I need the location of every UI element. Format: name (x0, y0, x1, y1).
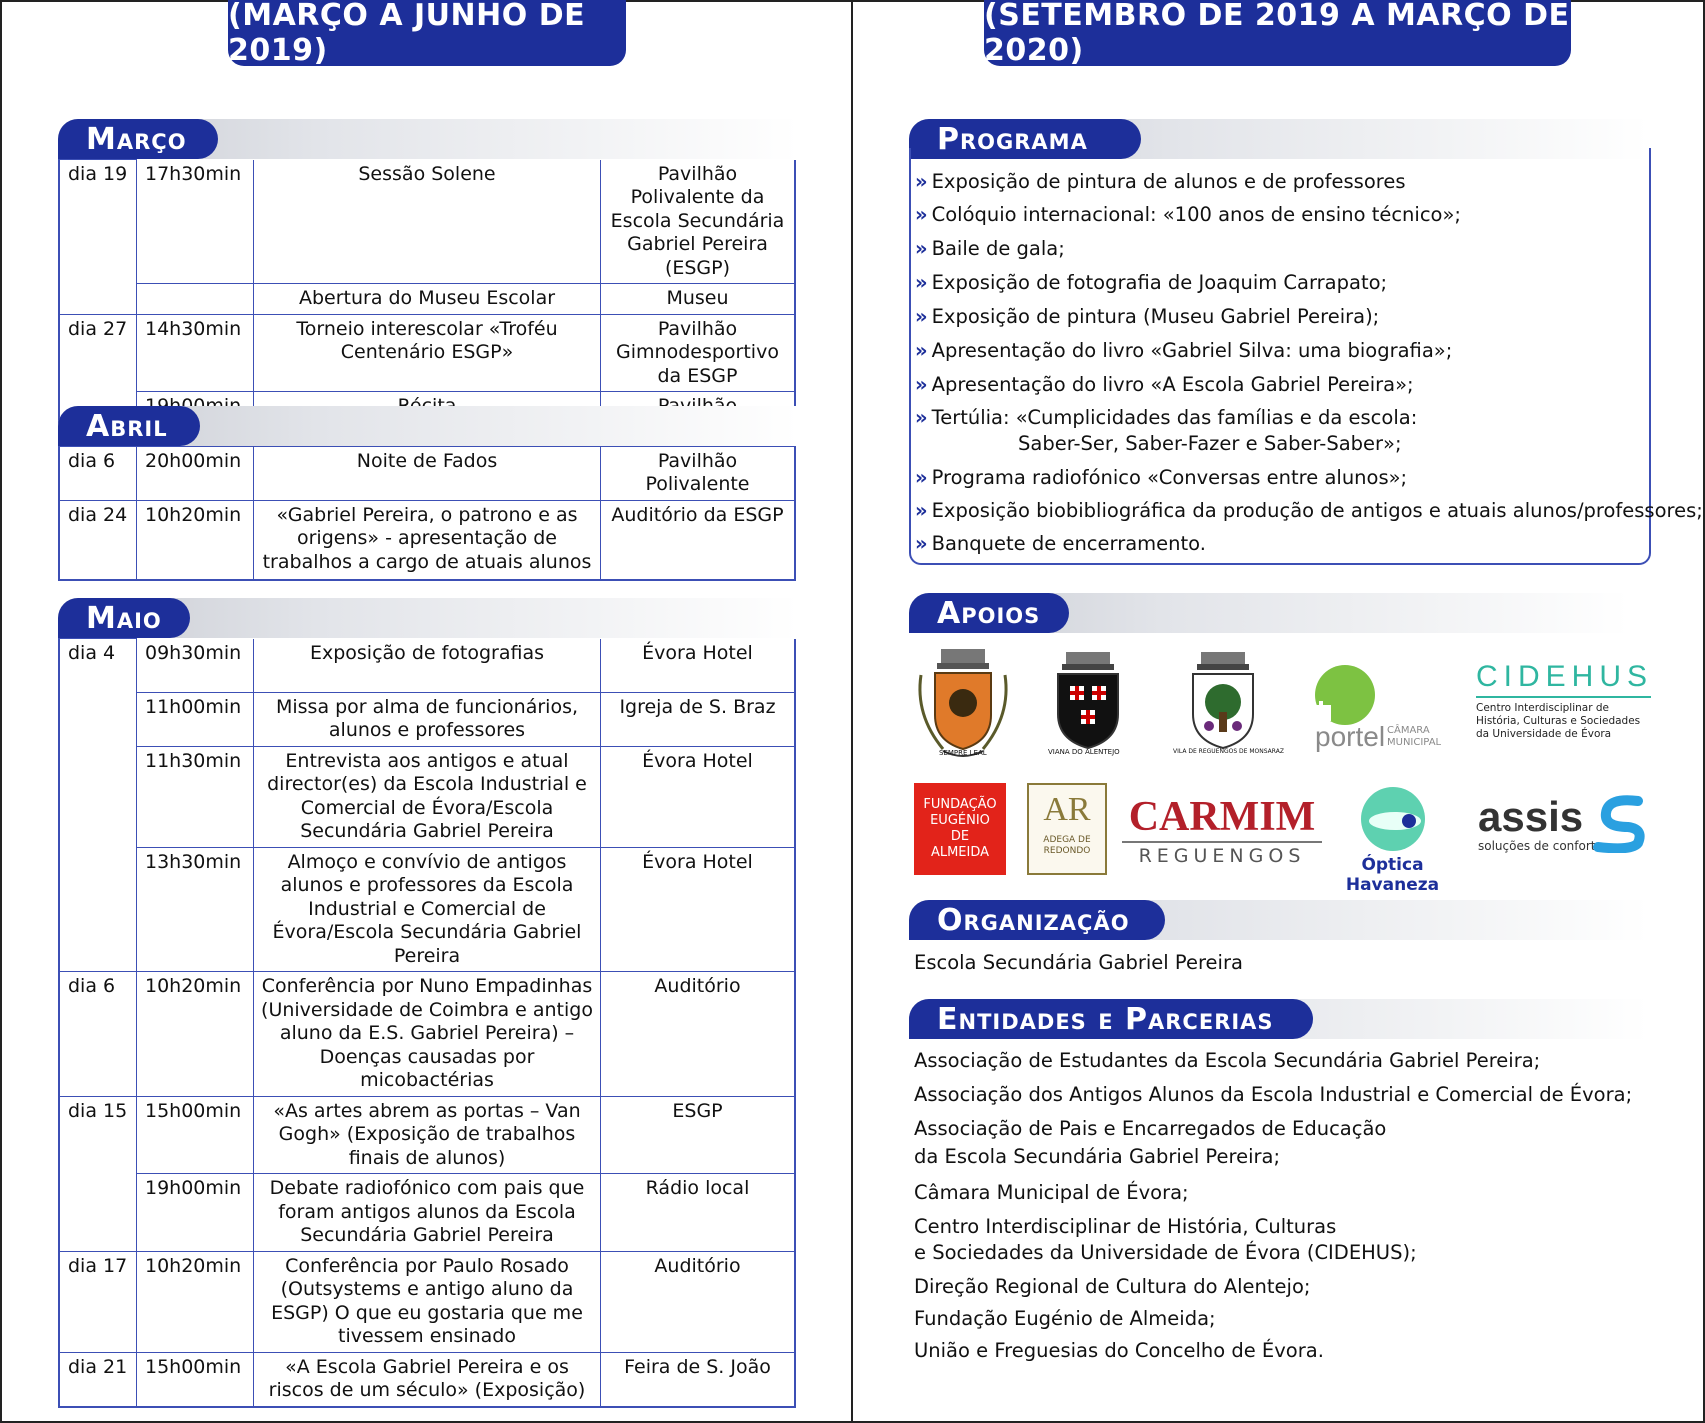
time-cell: 17h30min (137, 160, 254, 284)
day-cell: dia 6 (59, 447, 137, 501)
time-cell: 10h20min (137, 1251, 254, 1352)
event-cell: Torneio interescolar «Troféu Centenário ESGP» (254, 314, 601, 392)
optica-havaneza-logo: Óptica Havaneza (1325, 785, 1460, 877)
place-cell: Auditório da ESGP (601, 500, 796, 580)
table-row (59, 500, 795, 580)
event-cell: «As artes abrem as portas – Van Gogh» (Exposição de trabalhos finais de alunos) (254, 1096, 601, 1174)
bullet-marker: » (915, 499, 928, 522)
day-cell (59, 692, 137, 746)
event-cell: Missa por alma de funcionários, alunos e professores (254, 692, 601, 746)
day-cell: dia 15 (59, 1096, 137, 1174)
organizacao-section-header (909, 900, 1649, 940)
place-cell: Pavilhão Polivalente (601, 447, 796, 501)
organizacao-heading: Organização (909, 900, 1165, 940)
adega-de-redondo-logo: AR ADEGA DE REDONDO (1027, 783, 1107, 875)
time-cell (137, 284, 254, 315)
place-cell: Évora Hotel (601, 847, 796, 972)
center-fold-divider (851, 0, 853, 1423)
day-cell (59, 1174, 137, 1252)
day-cell: dia 27 (59, 314, 137, 392)
list-item: Fundação Eugénio de Almeida; (914, 1307, 1216, 1330)
table-row (59, 1174, 795, 1252)
list-item: Associação de Estudantes da Escola Secundária Gabriel Pereira; (914, 1049, 1541, 1072)
place-cell: Feira de S. João (601, 1352, 796, 1407)
organizacao-text: Escola Secundária Gabriel Pereira (914, 951, 1243, 974)
place-cell: Évora Hotel (601, 746, 796, 847)
place-cell: Igreja de S. Braz (601, 692, 796, 746)
list-item: » Programa radiofónico «Conversas entre alunos»; (915, 466, 1408, 489)
time-cell: 15h00min (137, 1352, 254, 1407)
place-cell: Évora Hotel (601, 639, 796, 693)
event-cell: Almoço e convívio de antigos alunos e professores da Escola Industrial e Comercial de Évora/Escola Secundária Gabriel Pereira (254, 847, 601, 972)
bullet-marker: » (915, 466, 928, 489)
list-item-continuation: Saber-Ser, Saber-Fazer e Saber-Saber»; (1018, 432, 1402, 455)
bullet-marker: » (915, 339, 928, 362)
list-item: » Colóquio internacional: «100 anos de ensino técnico»; (915, 203, 1461, 226)
place-cell: Museu (601, 284, 796, 315)
time-cell: 20h00min (137, 447, 254, 501)
bullet-marker: » (915, 406, 928, 429)
table-row (59, 1251, 795, 1352)
fundacao-eugenio-de-almeida-logo: FUNDAÇÃO EUGÉNIO DE ALMEIDA (914, 783, 1006, 875)
list-item: » Tertúlia: «Cumplicidades das famílias e da escola: (915, 406, 1418, 429)
event-cell: Entrevista aos antigos e atual director(es) da Escola Industrial e Comercial de Évora/Escola Secundária Gabriel Pereira (254, 746, 601, 847)
time-cell: 10h20min (137, 500, 254, 580)
evora-crest-logo: SEMPRE LEAL (913, 645, 1013, 765)
divider (1122, 841, 1322, 843)
time-cell: 11h30min (137, 746, 254, 847)
maio-schedule-table (58, 638, 796, 1408)
bullet-marker: » (915, 532, 928, 555)
table-row (59, 972, 795, 1097)
table-row (59, 160, 795, 284)
table-row (59, 639, 795, 693)
abril-schedule-table (58, 446, 796, 581)
apoios-section-header (909, 593, 1629, 633)
time-cell: 10h20min (137, 972, 254, 1097)
place-cell: Auditório (601, 1251, 796, 1352)
list-item: » Banquete de encerramento. (915, 532, 1206, 555)
left-period-banner: (MARÇO A JUNHO DE 2019) (228, 0, 626, 66)
list-item: » Exposição de pintura de alunos e de professores (915, 170, 1406, 193)
day-cell (59, 746, 137, 847)
right-period-banner: (SETEMBRO DE 2019 A MARÇO DE 2020) (984, 0, 1570, 68)
maio-heading: Maio (58, 598, 190, 638)
bullet-marker: » (915, 170, 928, 193)
bullet-marker: » (915, 203, 928, 226)
event-cell: Sessão Solene (254, 160, 601, 284)
day-cell: dia 21 (59, 1352, 137, 1407)
table-row (59, 447, 795, 501)
list-item: » Exposição de fotografia de Joaquim Carrapato; (915, 271, 1388, 294)
time-cell: 13h30min (137, 847, 254, 972)
place-cell: ESGP (601, 1096, 796, 1174)
event-cell: Noite de Fados (254, 447, 601, 501)
marco-schedule-table (58, 159, 796, 447)
place-cell: Rádio local (601, 1174, 796, 1252)
time-cell: 19h00min (137, 1174, 254, 1252)
place-cell: Auditório (601, 972, 796, 1097)
bullet-marker: » (915, 271, 928, 294)
marco-heading: Março (58, 119, 218, 159)
list-item: Centro Interdisciplinar de História, Culturas (914, 1215, 1337, 1238)
day-cell: dia 19 (59, 160, 137, 284)
place-cell: Pavilhão Polivalente da Escola Secundária Gabriel Pereira (ESGP) (601, 160, 796, 284)
list-item: » Exposição de pintura (Museu Gabriel Pereira); (915, 305, 1380, 328)
place-cell: Pavilhão Gimnodesportivo da ESGP (601, 314, 796, 392)
abril-section-header (58, 406, 798, 446)
table-row (59, 1352, 795, 1407)
bullet-marker: » (915, 373, 928, 396)
list-item: » Exposição biobibliográfica da produção de antigos e atuais alunos/professores; (915, 499, 1703, 522)
event-cell: Debate radiofónico com pais que foram antigos alunos da Escola Secundária Gabriel Pereira (254, 1174, 601, 1252)
list-item: Associação dos Antigos Alunos da Escola Industrial e Comercial de Évora; (914, 1083, 1633, 1106)
table-row (59, 847, 795, 972)
day-cell: dia 6 (59, 972, 137, 1097)
list-item: » Baile de gala; (915, 237, 1065, 260)
bullet-marker: » (915, 237, 928, 260)
viana-do-alentejo-crest-logo: VIANA DO ALENTEJO (1040, 650, 1135, 765)
day-cell: dia 17 (59, 1251, 137, 1352)
table-row (59, 1096, 795, 1174)
list-item: União e Freguesias do Concelho de Évora. (914, 1339, 1324, 1362)
day-cell: dia 24 (59, 500, 137, 580)
day-cell (59, 284, 137, 315)
reguengos-crest-logo: VILA DE REGUENGOS DE MONSARAZ (1173, 650, 1273, 765)
list-item: » Apresentação do livro «A Escola Gabriel Pereira»; (915, 373, 1414, 396)
list-item: Câmara Municipal de Évora; (914, 1181, 1189, 1204)
day-cell: dia 4 (59, 639, 137, 693)
table-row (59, 314, 795, 392)
entidades-section-header (909, 999, 1649, 1039)
day-cell (59, 847, 137, 972)
event-cell: Abertura do Museu Escolar (254, 284, 601, 315)
time-cell: 09h30min (137, 639, 254, 693)
table-row (59, 284, 795, 315)
table-row (59, 746, 795, 847)
list-item: Direção Regional de Cultura do Alentejo; (914, 1275, 1311, 1298)
apoios-heading: Apoios (909, 593, 1069, 633)
time-cell: 11h00min (137, 692, 254, 746)
time-cell: 15h00min (137, 1096, 254, 1174)
portel-logo: portel CÂMARA MUNICIPAL (1315, 665, 1460, 755)
list-item: da Escola Secundária Gabriel Pereira; (914, 1145, 1281, 1168)
maio-section-header (58, 598, 798, 638)
abril-heading: Abril (58, 406, 200, 446)
time-cell: 14h30min (137, 314, 254, 392)
event-cell: «A Escola Gabriel Pereira e os riscos de um século» (Exposição) (254, 1352, 601, 1407)
table-row (59, 692, 795, 746)
list-item: » Apresentação do livro «Gabriel Silva: uma biografia»; (915, 339, 1453, 362)
list-item: Associação de Pais e Encarregados de Educação (914, 1117, 1387, 1140)
assis-logo: assis soluções de conforto (1478, 795, 1648, 865)
carmim-logo: CARMIM REGUENGOS (1122, 795, 1322, 865)
list-item: e Sociedades da Universidade de Évora (CIDEHUS); (914, 1241, 1417, 1264)
event-cell: Conferência por Nuno Empadinhas (Universidade de Coimbra e antigo aluno da E.S. Gabriel Pereira) – Doenças causadas por micobactérias (254, 972, 601, 1097)
event-cell: «Gabriel Pereira, o patrono e as origens» - apresentação de trabalhos a cargo de atuais alunos (254, 500, 601, 580)
event-cell: Conferência por Paulo Rosado (Outsystems e antigo aluno da ESGP) O que eu gostaria que me tivessem ensinado (254, 1251, 601, 1352)
marco-section-header (58, 119, 798, 159)
bullet-marker: » (915, 305, 928, 328)
programa-heading: Programa (909, 119, 1141, 159)
cidehus-logo: CIDEHUS Centro Interdisciplinar de História, Culturas e Sociedades da Universidade de Évora (1476, 660, 1654, 740)
entidades-heading: Entidades e Parcerias (909, 999, 1313, 1039)
event-cell: Exposição de fotografias (254, 639, 601, 693)
divider (1476, 696, 1651, 698)
